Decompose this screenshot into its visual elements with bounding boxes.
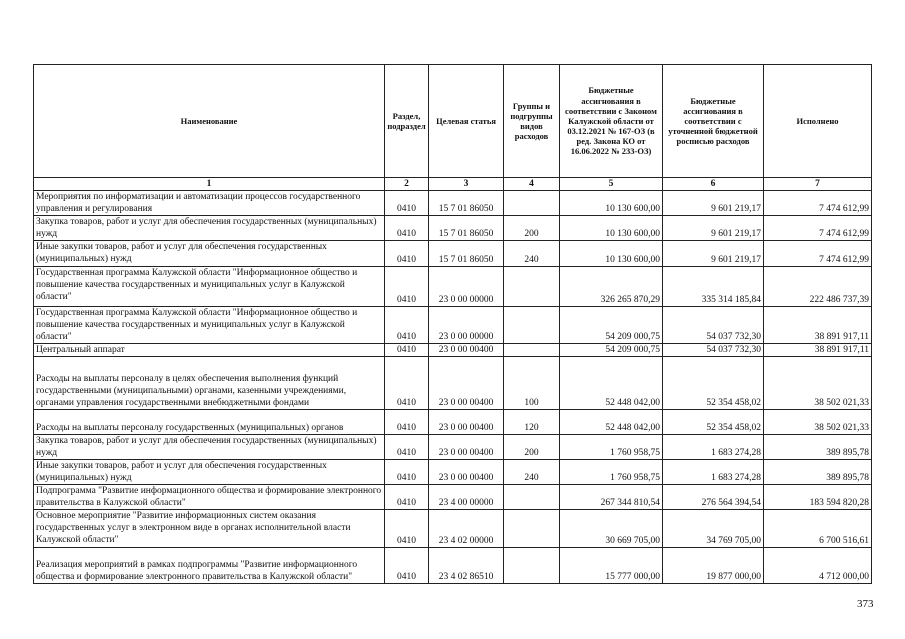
row-section: 0410 xyxy=(385,344,429,357)
row-name: Закупка товаров, работ и услуг для обеспечения государственных (муниципальных) нужд xyxy=(34,435,385,460)
row-law-amount: 10 130 600,00 xyxy=(560,241,663,267)
column-number: 7 xyxy=(764,178,872,191)
row-section: 0410 xyxy=(385,191,429,216)
row-law-amount: 1 760 958,75 xyxy=(560,435,663,460)
column-number: 1 xyxy=(34,178,385,191)
row-executed-amount: 7 474 612,99 xyxy=(764,191,872,216)
row-executed-amount: 7 474 612,99 xyxy=(764,241,872,267)
row-section: 0410 xyxy=(385,241,429,267)
row-schedule-amount: 54 037 732,30 xyxy=(663,344,764,357)
row-law-amount: 54 209 000,75 xyxy=(560,344,663,357)
row-law-amount: 15 777 000,00 xyxy=(560,548,663,584)
table-row xyxy=(34,357,872,410)
row-group xyxy=(504,548,560,584)
row-article: 23 0 00 00400 xyxy=(429,410,504,435)
table-row xyxy=(34,485,872,510)
row-law-amount: 1 760 958,75 xyxy=(560,460,663,485)
row-executed-amount: 389 895,78 xyxy=(764,435,872,460)
row-law-amount: 30 669 705,00 xyxy=(560,510,663,548)
row-article: 23 4 02 86510 xyxy=(429,548,504,584)
column-number: 3 xyxy=(429,178,504,191)
row-law-amount: 10 130 600,00 xyxy=(560,216,663,241)
row-law-amount: 52 448 042,00 xyxy=(560,410,663,435)
row-group xyxy=(504,191,560,216)
row-name: Реализация мероприятий в рамках подпрограммы "Развитие информационного общества и формирование электронного правительства в Калужской области" xyxy=(34,548,385,584)
row-section: 0410 xyxy=(385,548,429,584)
page-number: 373 xyxy=(857,598,874,610)
header-name: Наименование xyxy=(34,65,385,178)
row-group xyxy=(504,344,560,357)
row-article: 23 0 00 00400 xyxy=(429,344,504,357)
row-section: 0410 xyxy=(385,216,429,241)
column-number: 4 xyxy=(504,178,560,191)
row-executed-amount: 389 895,78 xyxy=(764,460,872,485)
row-article: 15 7 01 86050 xyxy=(429,216,504,241)
row-executed-amount: 38 502 021,33 xyxy=(764,357,872,410)
row-group: 120 xyxy=(504,410,560,435)
row-group xyxy=(504,267,560,307)
row-schedule-amount: 276 564 394,54 xyxy=(663,485,764,510)
row-group xyxy=(504,510,560,548)
header-law: Бюджетные ассигнования в соответствии с Законом Калужской области от 03.12.2021 № 167-ОЗ (в ред. Закона КО от 16.06.2022 № 233-ОЗ) xyxy=(560,65,663,178)
row-schedule-amount: 335 314 185,84 xyxy=(663,267,764,307)
table-row xyxy=(34,410,872,435)
row-name: Подпрограмма "Развитие информационного общества и формирование электронного правительства в Калужской области" xyxy=(34,485,385,510)
row-schedule-amount: 52 354 458,02 xyxy=(663,410,764,435)
row-schedule-amount: 54 037 732,30 xyxy=(663,307,764,344)
row-name: Государственная программа Калужской области "Информационное общество и повышение качества государственных и муниципальных услуг в Калужской области" xyxy=(34,267,385,307)
header-row xyxy=(34,65,872,178)
row-schedule-amount: 52 354 458,02 xyxy=(663,357,764,410)
table-row xyxy=(34,241,872,267)
row-law-amount: 54 209 000,75 xyxy=(560,307,663,344)
row-section: 0410 xyxy=(385,460,429,485)
row-schedule-amount: 19 877 000,00 xyxy=(663,548,764,584)
header-executed: Исполнено xyxy=(764,65,872,178)
table-row xyxy=(34,216,872,241)
row-section: 0410 xyxy=(385,357,429,410)
row-schedule-amount: 9 601 219,17 xyxy=(663,241,764,267)
header-schedule: Бюджетные ассигнования в соответствии с уточненной бюджетной росписью расходов xyxy=(663,65,764,178)
row-name: Государственная программа Калужской области "Информационное общество и повышение качества государственных и муниципальных услуг в Калужской области" xyxy=(34,307,385,344)
row-executed-amount: 38 891 917,11 xyxy=(764,307,872,344)
header-section: Раздел, подраздел xyxy=(385,65,429,178)
budget-table xyxy=(33,64,872,584)
row-schedule-amount: 1 683 274,28 xyxy=(663,435,764,460)
row-article: 23 4 00 00000 xyxy=(429,485,504,510)
row-name: Основное мероприятие "Развитие информационных систем оказания государственных услуг в электронном виде в органах исполнительной власти Калужской области" xyxy=(34,510,385,548)
table-row xyxy=(34,344,872,357)
row-group: 100 xyxy=(504,357,560,410)
column-number: 2 xyxy=(385,178,429,191)
row-section: 0410 xyxy=(385,510,429,548)
row-executed-amount: 38 502 021,33 xyxy=(764,410,872,435)
header-article: Целевая статья xyxy=(429,65,504,178)
row-law-amount: 326 265 870,29 xyxy=(560,267,663,307)
row-article: 23 0 00 00400 xyxy=(429,357,504,410)
row-schedule-amount: 9 601 219,17 xyxy=(663,191,764,216)
table-row xyxy=(34,191,872,216)
row-name: Закупка товаров, работ и услуг для обеспечения государственных (муниципальных) нужд xyxy=(34,216,385,241)
row-executed-amount: 4 712 000,00 xyxy=(764,548,872,584)
column-number: 6 xyxy=(663,178,764,191)
table-row xyxy=(34,510,872,548)
row-name: Центральный аппарат xyxy=(34,344,385,357)
row-group: 200 xyxy=(504,216,560,241)
row-section: 0410 xyxy=(385,435,429,460)
row-group xyxy=(504,485,560,510)
row-section: 0410 xyxy=(385,267,429,307)
row-article: 23 4 02 00000 xyxy=(429,510,504,548)
column-number-row xyxy=(34,178,872,191)
row-executed-amount: 183 594 820,28 xyxy=(764,485,872,510)
row-article: 23 0 00 00400 xyxy=(429,460,504,485)
row-group: 240 xyxy=(504,241,560,267)
row-section: 0410 xyxy=(385,485,429,510)
row-name: Мероприятия по информатизации и автоматизации процессов государственного управления и регулирования xyxy=(34,191,385,216)
row-name: Иные закупки товаров, работ и услуг для обеспечения государственных (муниципальных) нужд xyxy=(34,460,385,485)
row-law-amount: 10 130 600,00 xyxy=(560,191,663,216)
row-article: 23 0 00 00400 xyxy=(429,435,504,460)
row-section: 0410 xyxy=(385,307,429,344)
row-article: 23 0 00 00000 xyxy=(429,267,504,307)
row-article: 15 7 01 86050 xyxy=(429,241,504,267)
row-schedule-amount: 9 601 219,17 xyxy=(663,216,764,241)
row-executed-amount: 222 486 737,39 xyxy=(764,267,872,307)
row-article: 23 0 00 00000 xyxy=(429,307,504,344)
row-name: Расходы на выплаты персоналу в целях обеспечения выполнения функций государственными (муниципальными) органами, казенными учреждениями, органами управления государственными внебюджетными фондами xyxy=(34,357,385,410)
table-row xyxy=(34,435,872,460)
row-name: Расходы на выплаты персоналу государственных (муниципальных) органов xyxy=(34,410,385,435)
table-row xyxy=(34,548,872,584)
row-executed-amount: 6 700 516,61 xyxy=(764,510,872,548)
row-group xyxy=(504,307,560,344)
row-section: 0410 xyxy=(385,410,429,435)
table-row xyxy=(34,267,872,307)
row-law-amount: 52 448 042,00 xyxy=(560,357,663,410)
row-article: 15 7 01 86050 xyxy=(429,191,504,216)
row-group: 200 xyxy=(504,435,560,460)
row-group: 240 xyxy=(504,460,560,485)
column-number: 5 xyxy=(560,178,663,191)
table-row xyxy=(34,307,872,344)
row-name: Иные закупки товаров, работ и услуг для обеспечения государственных (муниципальных) нужд xyxy=(34,241,385,267)
header-group: Группы и подгруппы видов расходов xyxy=(504,65,560,178)
row-law-amount: 267 344 810,54 xyxy=(560,485,663,510)
row-schedule-amount: 34 769 705,00 xyxy=(663,510,764,548)
table-row xyxy=(34,460,872,485)
row-executed-amount: 38 891 917,11 xyxy=(764,344,872,357)
row-executed-amount: 7 474 612,99 xyxy=(764,216,872,241)
row-schedule-amount: 1 683 274,28 xyxy=(663,460,764,485)
